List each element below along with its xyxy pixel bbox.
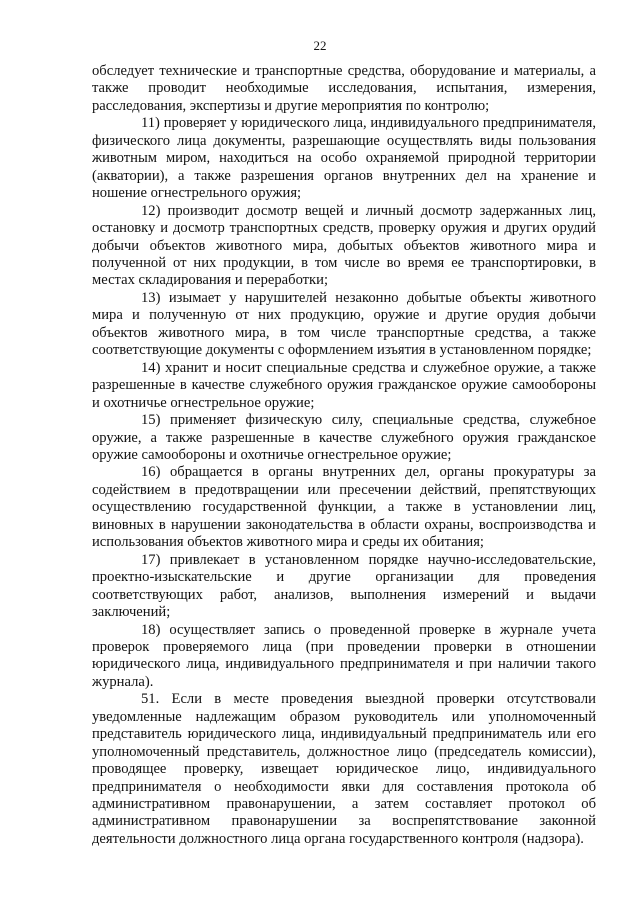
paragraph-item-14: 14) хранит и носит специальные средства и служебное оружие, а также разрешенные в качестве служебного оружия гражданское оружие самообороны и охотничье огнестрельное оружие; [92,359,596,411]
paragraph-section-51: 51. Если в месте проведения выездной проверки отсутствовали уведомленные надлежащим образом руководитель или уполномоченный представитель юридического лица, индивидуальный предприниматель или его уполномоченный представитель, должностное лицо (председатель комиссии), проводящее проверку, извещает юридическое лицо, индивидуального предпринимателя о необходимости явки для составления протокола об административном правонарушении, а затем составляет протокол об административном правонарушении за воспрепятствование законной деятельности должностного лица органа государственного контроля (надзора). [92,691,596,847]
paragraph-intro: обследует технические и транспортные средства, оборудование и материалы, а также проводит необходимые исследования, испытания, измерения, расследования, экспертизы и другие мероприятия по контролю; [92,63,596,114]
paragraph-item-11: 11) проверяет у юридического лица, индивидуального предпринимателя, физического лица документы, разрешающие осуществлять виды пользования животным миром, находиться на особо охраняемой природной территории (акватории), а также разрешения органов внутренних дел на хранение и ношение огнестрельного оружия; [92,115,596,202]
page-number: 22 [313,38,327,53]
paragraph-item-17: 17) привлекает в установленном порядке научно-исследовательские, проектно-изыскательские и другие организации для проведения соответствующих работ, анализов, выполнения измерений и выдачи заключений; [92,551,596,621]
paragraph-item-13: 13) изымает у нарушителей незаконно добытые объекты животного мира и полученную от них продукцию, оружие и другие орудия добычи объектов животного мира, в том числе транспортные средства, а также соответствующие документы с оформлением изъятия в установленном порядке; [92,289,596,359]
paragraph-item-12: 12) производит досмотр вещей и личный досмотр задержанных лиц, остановку и досмотр транспортных средств, проверку оружия и других орудий добычи объектов животного мира, добытых объектов животного мира и полученной от них продукции, в том числе во время ее транспортировки, в местах складирования и переработки; [92,202,596,289]
paragraph-item-16: 16) обращается в органы внутренних дел, органы прокуратуры за содействием в предотвращении или пресечении действий, препятствующих осуществлению государственной функции, а также в установлении лиц, виновных в нарушении законодательства в области охраны, воспроизводства и использования объектов животного мира и среды их обитания; [92,464,596,551]
paragraph-item-18: 18) осуществляет запись о проведенной проверке в журнале учета проверок проверяемого лица (при проведении проверки в отношении юридического лица, индивидуального предпринимателя и при наличии такого журнала). [92,621,596,690]
paragraph-item-15: 15) применяет физическую силу, специальные средства, служебное оружие, а также разрешенные в качестве служебного оружия гражданское оружие самообороны и охотничье огнестрельное оружие; [92,412,596,463]
document-body [92,63,596,848]
